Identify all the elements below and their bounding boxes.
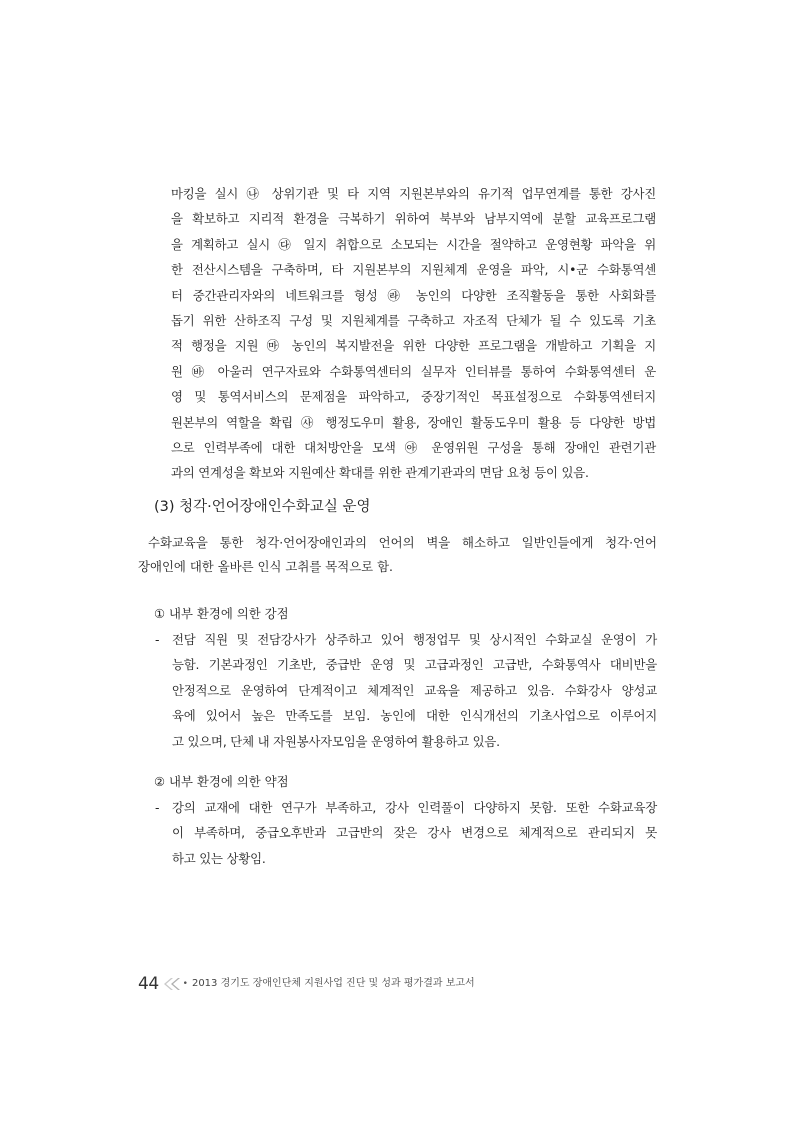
text-line: 육에 있어서 높은 만족도를 보임. 농인에 대한 인식개선의 기초사업으로 이루어지 <box>172 708 657 724</box>
text-line: 강의 교재에 대한 연구가 부족하고, 강사 인력풀이 다양하지 못함. 또한 수화교육장 <box>172 800 657 815</box>
text-line: 한 전산시스템을 구축하며, 타 지원본부의 지원체계 운영을 파악, 시•군 수화통역센 <box>171 262 656 278</box>
text-line: 능함. 기본과정인 기초반, 중급반 운영 및 고급과정인 고급반, 수화통역사 대비반을 <box>172 657 657 673</box>
strengths-list <box>155 627 657 754</box>
text-line: 영 및 통역서비스의 문제점을 파악하고, 중장기적인 목표설정으로 수화통역센터지 <box>171 389 656 405</box>
dash-bullet: - <box>155 800 160 815</box>
text-line: 원 ㉳ 아울러 연구자료와 수화통역센터의 실무자 인터뷰를 통하여 수화통역센터 운 <box>171 363 656 379</box>
footer-title: 2013 경기도 장애인단체 지원사업 진단 및 성과 평가결과 보고서 <box>191 978 475 989</box>
text-line: 마킹을 실시 ㉯ 상위기관 및 타 지역 지원본부와의 유기적 업무연계를 통한 강사진 <box>171 186 656 201</box>
section-heading: (3) 청각·언어장애인수화교실 운영 <box>154 499 371 515</box>
footer-bullet: • <box>182 979 188 989</box>
text-line: 하고 있는 상황임. <box>172 850 266 866</box>
text-line: 이 부족하며, 중급오후반과 고급반의 잦은 강사 변경으로 체계적으로 관리되지 못 <box>172 825 657 841</box>
text-line: 고 있으며, 단체 내 자원봉사자모임을 운영하여 활용하고 있음. <box>172 733 500 749</box>
section-intro <box>138 531 657 579</box>
page-footer <box>138 974 475 994</box>
text-line: 과의 연계성을 확보와 지원예산 확대를 위한 관계기관과의 면담 요청 등이 있음. <box>171 465 589 481</box>
weaknesses-heading: ② 내부 환경에 의한 약점 <box>154 774 289 789</box>
text-line: 을 확보하고 지리적 환경을 극복하기 위하여 북부와 남부지역에 분할 교육프로그램 <box>171 211 656 227</box>
continuation-paragraph <box>171 181 656 486</box>
text-line: 안정적으로 운영하여 단계적이고 체계적인 교육을 제공하고 있음. 수화강사 양성교 <box>172 682 657 698</box>
text-line: 적 행정을 지원 ㉲ 농인의 복지발전을 위한 다양한 프로그램을 개발하고 기획을 지 <box>171 338 656 354</box>
text-line: 을 계획하고 실시 ㉰ 일지 취합으로 소모되는 시간을 절약하고 운영현황 파악을 위 <box>171 236 656 252</box>
text-line: 원본부의 역할을 확립 ㉴ 행정도우미 활용, 장애인 활동도우미 활용 등 다양한 방법 <box>171 414 656 430</box>
text-line: 수화교육을 통한 청각·언어장애인과의 언어의 벽을 해소하고 일반인들에게 청각·언어 <box>148 535 657 550</box>
page-number: 44 <box>138 974 159 994</box>
weaknesses-list <box>155 795 657 871</box>
text-line: 돕기 위한 산하조직 구성 및 지원체계를 구축하고 자조적 단체가 될 수 있도록 기초 <box>171 312 656 328</box>
text-line: 장애인에 대한 올바른 인식 고취를 목적으로 함. <box>138 559 393 574</box>
text-line: 전담 직원 및 전담강사가 상주하고 있어 행정업무 및 상시적인 수화교실 운영이 가 <box>172 632 657 647</box>
dash-bullet: - <box>155 632 160 647</box>
double-chevron-left-icon <box>162 977 182 991</box>
text-line: 으로 인력부족에 대한 대처방안을 모색 ㉵ 운영위원 구성을 통해 장애인 관련기관 <box>171 439 656 455</box>
strengths-heading: ① 내부 환경에 의한 강점 <box>154 606 289 621</box>
text-line: 터 중간관리자와의 네트워크를 형성 ㉱ 농인의 다양한 조직활동을 통한 사회화를 <box>171 287 656 303</box>
